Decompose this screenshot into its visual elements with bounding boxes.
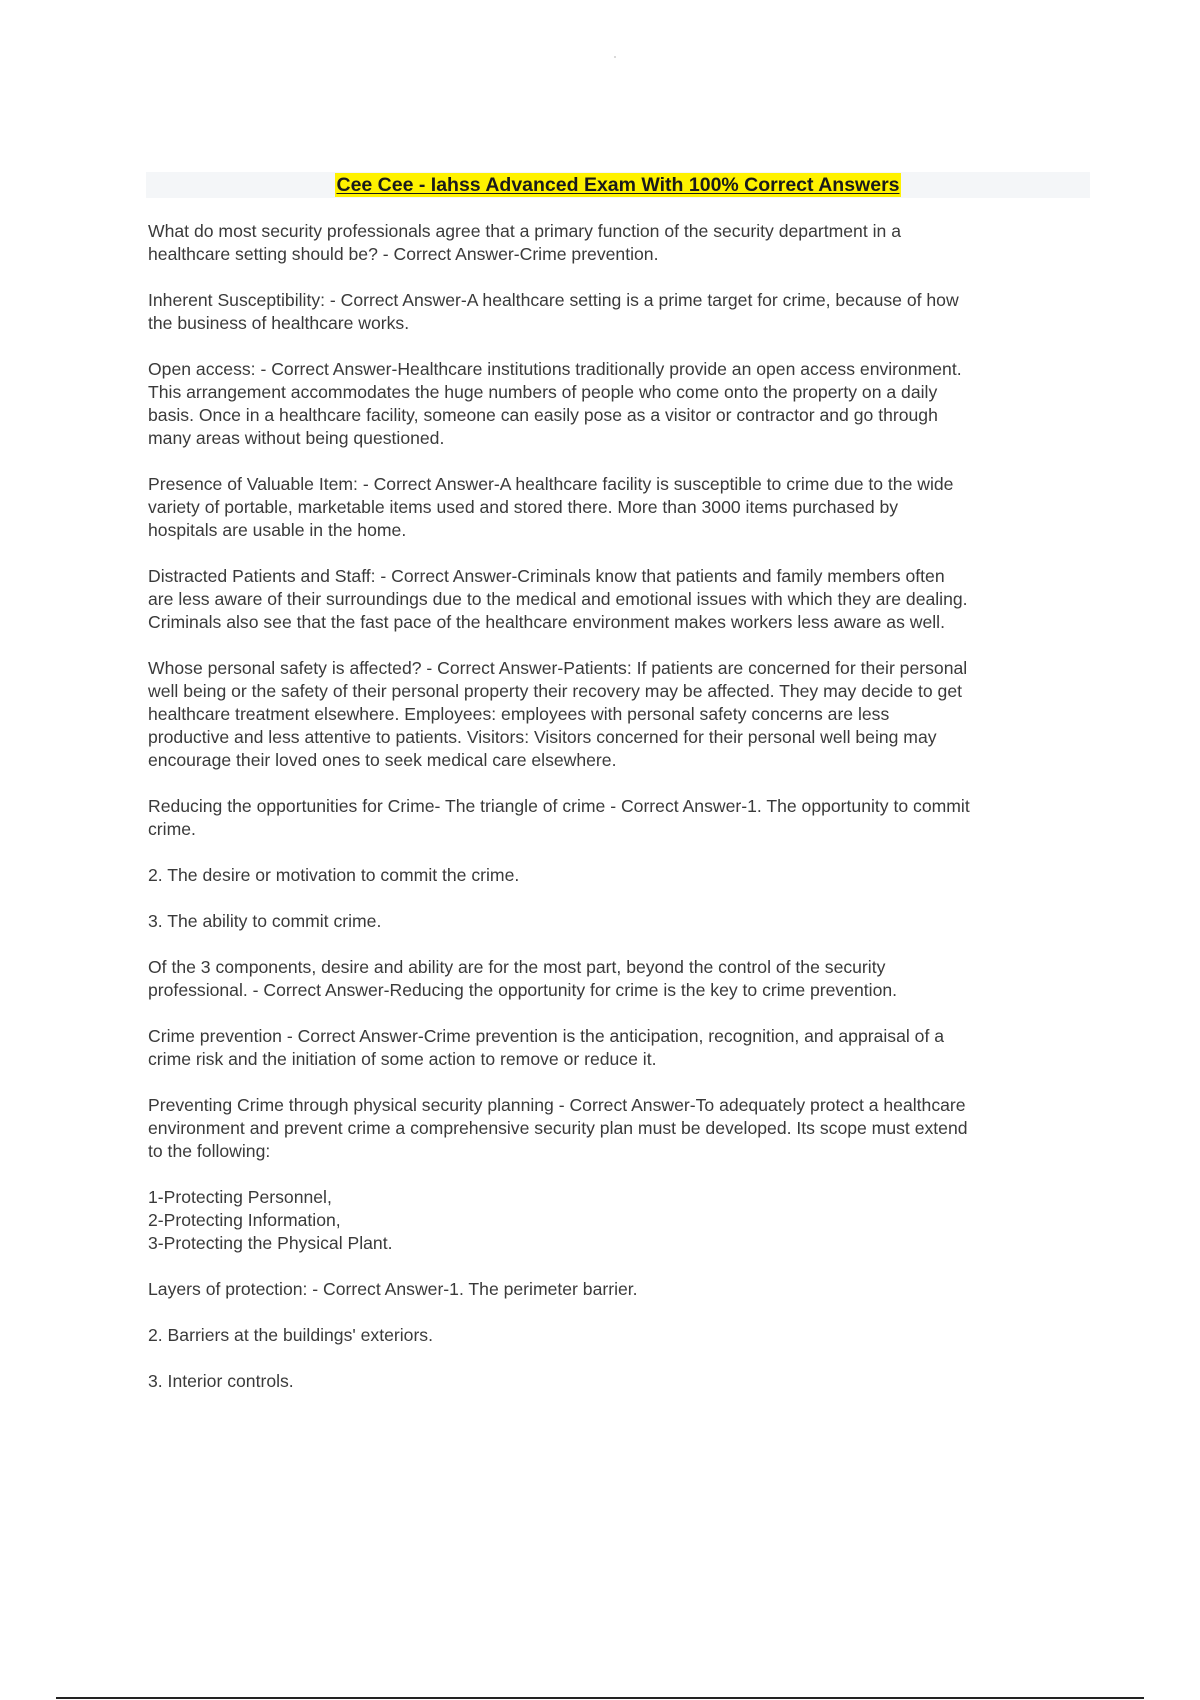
title-band (146, 172, 1090, 198)
qa-paragraph: Preventing Crime through physical security planning - Correct Answer-To adequately protect a healthcare environment and prevent crime a comprehensive security plan must be developed. Its scope must extend to the following: (148, 1095, 968, 1161)
qa-paragraph: Reducing the opportunities for Crime- The triangle of crime - Correct Answer-1. The opportunity to commit crime. (148, 796, 970, 839)
qa-paragraph: Of the 3 components, desire and ability are for the most part, beyond the control of the security professional. - Correct Answer-Reducing the opportunity for crime is the key to crime prevention. (148, 957, 898, 1000)
scan-speck (614, 56, 616, 58)
qa-paragraph: Open access: - Correct Answer-Healthcare institutions traditionally provide an open access environment. This arrangement accommodates the huge numbers of people who come onto the property on a daily basis. Once in a healthcare facility, someone can easily pose as a visitor or contractor and go through many areas without being questioned. (148, 359, 962, 448)
qa-paragraph: Layers of protection: - Correct Answer-1. The perimeter barrier. (148, 1279, 638, 1299)
list-item: 2. The desire or motivation to commit the crime. (148, 865, 520, 885)
qa-paragraph: Crime prevention - Correct Answer-Crime prevention is the anticipation, recognition, and appraisal of a crime risk and the initiation of some action to remove or reduce it. (148, 1026, 945, 1069)
footer-divider (56, 1697, 1144, 1699)
list-item: 3. The ability to commit crime. (148, 911, 382, 931)
list-item: 3. Interior controls. (148, 1371, 294, 1391)
qa-paragraph: Presence of Valuable Item: - Correct Answer-A healthcare facility is susceptible to crime due to the wide variety of portable, marketable items used and stored there. More than 3000 items purchased by hospitals are usable in the home. (148, 474, 954, 540)
list-item: 2. Barriers at the buildings' exteriors. (148, 1325, 433, 1345)
scope-list: 1-Protecting Personnel, 2-Protecting Information, 3-Protecting the Physical Plant. (148, 1187, 393, 1253)
qa-paragraph: Inherent Susceptibility: - Correct Answer-A healthcare setting is a prime target for crime, because of how the business of healthcare works. (148, 290, 959, 333)
qa-paragraph: Whose personal safety is affected? - Correct Answer-Patients: If patients are concerned for their personal well being or the safety of their personal property their recovery may be affected. They may decide to get healthcare treatment elsewhere. Employees: employees with personal safety concerns are less productive and less attentive to patients. Visitors: Visitors concerned for their personal well being may encourage their loved ones to seek medical care elsewhere. (148, 658, 968, 770)
qa-paragraph: Distracted Patients and Staff: - Correct Answer-Criminals know that patients and family members often are less aware of their surroundings due to the medical and emotional issues with which they are dealing. Criminals also see that the fast pace of the healthcare environment makes workers less aware as well. (148, 566, 968, 632)
document-title: Cee Cee - Iahss Advanced Exam With 100% Correct Answers (336, 174, 900, 196)
qa-paragraph: What do most security professionals agree that a primary function of the security department in a healthcare setting should be? - Correct Answer-Crime prevention. (148, 221, 901, 264)
document-body (148, 220, 1094, 1416)
